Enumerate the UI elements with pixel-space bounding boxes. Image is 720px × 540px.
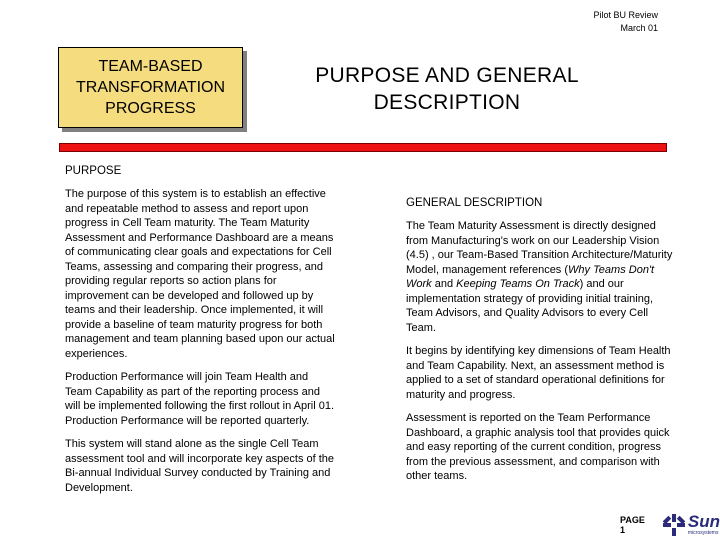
- purpose-paragraph-1: The purpose of this system is to establish an effective and repeatable method to assess and report upon progress in Cell Team maturity. The Team Maturity Assessment and Performance Dashboard are a means of communicating clear goals and expectations for Cell Teams, assessing and comparing their progress, and providing regular reports so action plans for improvement can be developed and followed up by teams and their leadership. Once implemented, it will provide a baseline of team maturity progress for both management and team planning based upon our actual experiences.: [65, 188, 335, 360]
- divider-bar: [59, 143, 667, 152]
- description-p1-text-a: The Team Maturity Assessment is directly designed from Manufacturing's work on our Leadership Vision (4.5) , our Team-Based Transition Architecture/Maturity Model, management references (: [406, 220, 673, 276]
- reference-keeping-teams: Keeping Teams On Track: [456, 278, 580, 290]
- purpose-paragraph-3: This system will stand alone as the single Cell Team assessment tool and will incorporate key aspects of the Bi-annual Individual Survey conducted by Training and Development.: [65, 438, 335, 494]
- header-meta: [593, 9, 658, 35]
- title-box-line-2: TRANSFORMATION: [75, 79, 226, 96]
- sun-logo-subtext: microsystems: [687, 530, 719, 536]
- report-date: March 01: [620, 23, 658, 33]
- page-title-line-1: PURPOSE AND GENERAL: [315, 64, 579, 87]
- purpose-paragraph-2: Production Performance will join Team Health and Team Capability as part of the reporting process and will be implemented following the first rollout in April 01. Production Performance will be reported quarterly.: [65, 371, 335, 427]
- purpose-column: [65, 164, 337, 504]
- description-p1-text-c: and: [431, 278, 457, 290]
- sun-logo: [663, 513, 720, 536]
- description-p1-text-e: ) and our implementation strategy of providing initial training, Team Advisors, and Quality Advisors to every Cell Team.: [406, 278, 654, 334]
- title-box-line-3: PROGRESS: [105, 100, 196, 117]
- reference-why-teams: Why Teams Don't Work: [406, 263, 655, 290]
- footer: [620, 513, 720, 536]
- description-column: [406, 196, 678, 493]
- page-title-line-2: DESCRIPTION: [373, 91, 521, 114]
- description-paragraph-3: Assessment is reported on the Team Performance Dashboard, a graphic analysis tool that provides quick and easy reporting of the current condition, progress from the previous assessment, and comparison with other teams.: [406, 412, 670, 482]
- description-heading: GENERAL DESCRIPTION: [406, 197, 543, 209]
- sun-logo-text: Sun: [687, 512, 720, 531]
- purpose-heading: PURPOSE: [65, 165, 122, 177]
- description-paragraph-1: [406, 219, 678, 335]
- title-box-line-1: TEAM-BASED: [98, 58, 203, 75]
- sun-logo-icon: [663, 514, 685, 536]
- report-name: Pilot BU Review: [593, 10, 658, 20]
- title-box: [58, 47, 243, 128]
- description-paragraph-2: It begins by identifying key dimensions of Team Health and Team Capability. Next, an assessment method is applied to a set of standard operational definitions for maturity and progress.: [406, 345, 671, 401]
- page-title: [262, 62, 632, 116]
- page-number: PAGE 1: [620, 514, 645, 535]
